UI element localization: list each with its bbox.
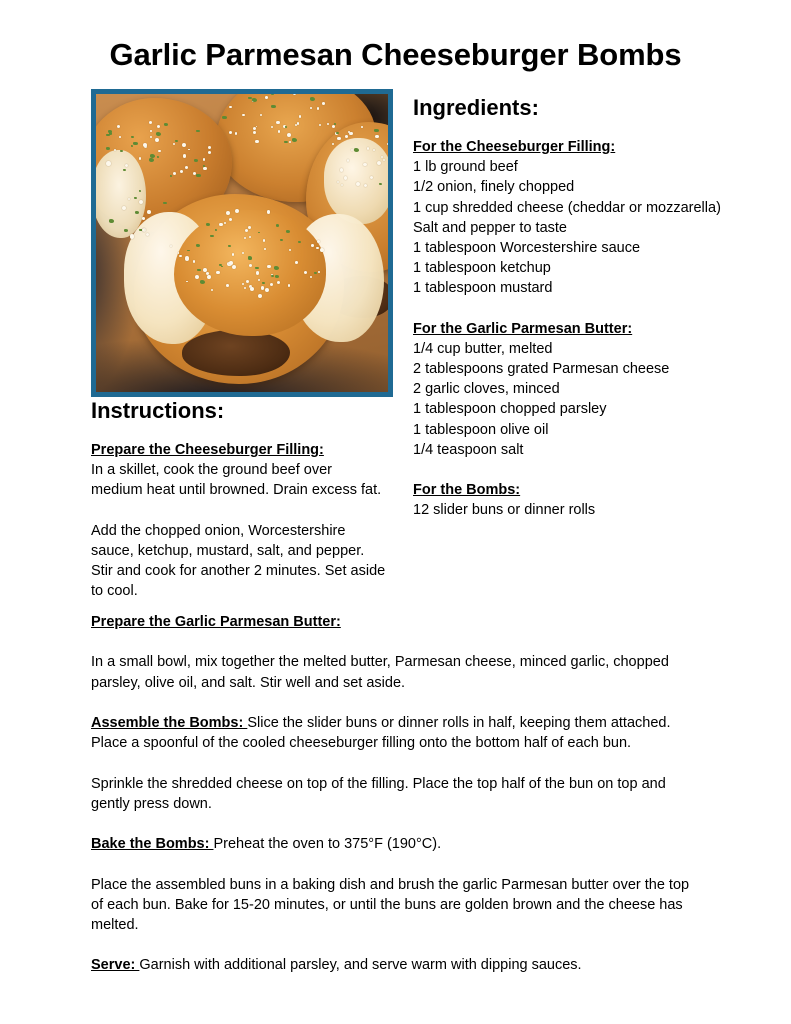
paragraph-spacer	[91, 632, 701, 652]
step-body-serve: Garnish with additional parsley, and serve warm with dipping sauces.	[139, 957, 582, 974]
step-heading-garlic-butter: Prepare the Garlic Parmesan Butter:	[91, 614, 341, 630]
ingredient-item: 1 tablespoon olive oil	[413, 421, 549, 438]
step-heading-assemble-bombs: Assemble the Bombs:	[91, 714, 248, 731]
ingredient-item: 1/4 teaspoon salt	[413, 441, 524, 458]
ingredients-column	[413, 137, 765, 520]
step-body-bake-bombs: Preheat the oven to 375°F (190°C).	[213, 836, 442, 853]
ingredients-heading: Ingredients:	[413, 95, 539, 120]
step-heading-bake-bombs: Bake the Bombs:	[91, 836, 214, 853]
step-body-add-onion: Add the chopped onion, Worcestershire sauce, ketchup, mustard, salt, and pepper. Stir and cook for another 2 minutes. Set aside to cool.	[91, 522, 386, 600]
instructions-column-full	[91, 612, 701, 976]
step-heading-prepare-filling: Prepare the Cheeseburger Filling:	[91, 442, 324, 458]
instructions-column-narrow	[91, 440, 387, 602]
step-heading-serve: Serve:	[91, 957, 140, 974]
ingredient-item: 1 tablespoon Worcestershire sauce	[413, 240, 641, 257]
ingredient-item: 2 garlic cloves, minced	[413, 381, 560, 398]
ingredient-group-filling	[413, 137, 765, 299]
page-title: Garlic Parmesan Cheeseburger Bombs	[109, 37, 682, 72]
ingredient-group-bombs	[413, 480, 765, 520]
ingredient-item: 1 tablespoon ketchup	[413, 260, 551, 277]
ingredient-item: 1 tablespoon mustard	[413, 280, 553, 297]
ingredient-item: 1 cup shredded cheese (cheddar or mozzarella)	[413, 199, 721, 216]
ingredient-item: Salt and pepper to taste	[413, 219, 567, 236]
instructions-heading: Instructions:	[91, 398, 225, 423]
ingredient-group-heading: For the Garlic Parmesan Butter:	[413, 320, 633, 337]
recipe-photo-frame	[91, 89, 393, 397]
paragraph-spacer	[91, 753, 701, 773]
ingredient-item: 1/2 onion, finely chopped	[413, 179, 575, 196]
ingredient-item: 2 tablespoons grated Parmesan cheese	[413, 361, 670, 378]
ingredient-item: 1 lb ground beef	[413, 159, 518, 176]
melted-cheese-left	[96, 150, 146, 238]
step-bake-bombs	[91, 834, 701, 854]
paragraph-spacer	[91, 693, 701, 713]
beef-filling-front	[182, 330, 290, 376]
step-body-garlic-butter: In a small bowl, mix together the melted butter, Parmesan cheese, minced garlic, chopped parsley, olive oil, and salt. Stir well and set aside.	[91, 654, 669, 691]
ingredient-group-garlic-butter	[413, 319, 765, 460]
ingredient-item: 12 slider buns or dinner rolls	[413, 502, 596, 519]
ingredient-item: 1 tablespoon chopped parsley	[413, 401, 607, 418]
paragraph-spacer	[91, 935, 701, 955]
recipe-photo-image	[96, 94, 388, 392]
ingredient-group-heading: For the Cheeseburger Filling:	[413, 139, 616, 155]
paragraph-spacer	[91, 814, 701, 834]
ingredient-group-heading: For the Bombs:	[413, 482, 521, 499]
step-body-assemble-bombs: Slice the slider buns or dinner rolls in half, keeping them attached. Place a spoonful of the cooled cheeseburger filling onto the bottom half of each bun.	[91, 714, 671, 752]
step-serve	[91, 955, 701, 975]
step-assemble-bombs	[91, 713, 701, 753]
paragraph-spacer	[91, 854, 701, 874]
paragraph-spacer	[91, 501, 387, 521]
ingredient-item: 1/4 cup butter, melted	[413, 340, 553, 357]
step-body-prepare-filling: In a skillet, cook the ground beef over medium heat until browned. Drain excess fat.	[91, 462, 382, 499]
step-body-sprinkle-cheese: Sprinkle the shredded cheese on top of the filling. Place the top half of the bun on top and gently press down.	[91, 775, 666, 812]
step-body-baking-dish: Place the assembled buns in a baking dish and brush the garlic Parmesan butter over the top of each bun. Bake for 15-20 minutes, or until the buns are golden brown and the cheese has melted.	[91, 876, 690, 933]
